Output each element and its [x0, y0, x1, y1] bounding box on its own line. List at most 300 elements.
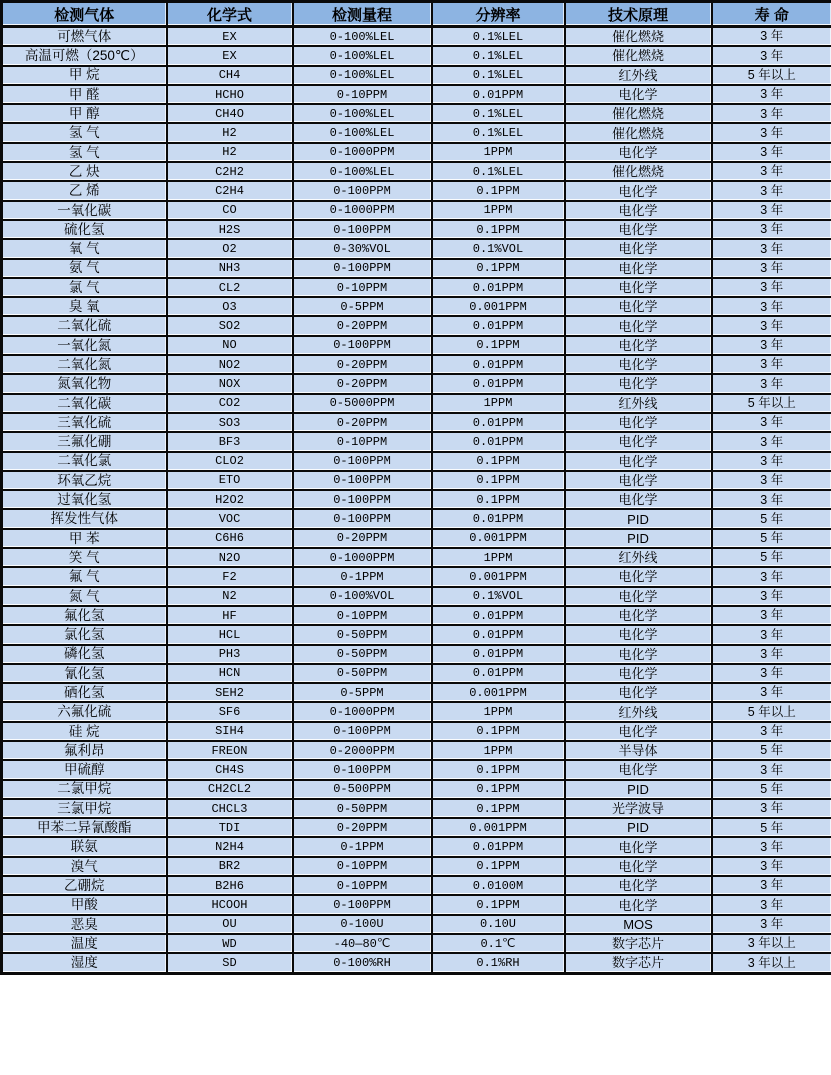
- table-row: [2, 220, 831, 239]
- cell-resolution: 1PPM: [432, 548, 565, 567]
- cell-gas: 三氟化硼: [2, 432, 167, 451]
- cell-lifespan: 5 年: [712, 548, 831, 567]
- cell-gas: 氮氧化物: [2, 374, 167, 393]
- cell-principle: 电化学: [565, 876, 712, 895]
- table-row: [2, 645, 831, 664]
- cell-lifespan: 5 年: [712, 529, 831, 548]
- table-row: [2, 915, 831, 934]
- table-row: [2, 818, 831, 837]
- cell-lifespan: 5 年: [712, 509, 831, 528]
- cell-lifespan: 3 年以上: [712, 953, 831, 973]
- cell-formula: EX: [167, 46, 293, 65]
- cell-principle: PID: [565, 529, 712, 548]
- table-row: [2, 799, 831, 818]
- cell-lifespan: 3 年: [712, 201, 831, 220]
- cell-resolution: 0.001PPM: [432, 683, 565, 702]
- cell-gas: 二氧化氮: [2, 355, 167, 374]
- table-row: [2, 702, 831, 721]
- cell-principle: 红外线: [565, 548, 712, 567]
- table-row: [2, 336, 831, 355]
- cell-formula: PH3: [167, 645, 293, 664]
- cell-formula: SD: [167, 953, 293, 973]
- cell-gas: 氯化氢: [2, 625, 167, 644]
- table-row: [2, 374, 831, 393]
- cell-gas: 环氧乙烷: [2, 471, 167, 490]
- cell-gas: 甲 烷: [2, 66, 167, 85]
- cell-formula: H2: [167, 143, 293, 162]
- cell-gas: 过氧化氢: [2, 490, 167, 509]
- cell-lifespan: 3 年: [712, 664, 831, 683]
- cell-principle: 电化学: [565, 239, 712, 258]
- cell-lifespan: 3 年: [712, 876, 831, 895]
- cell-range: 0-20PPM: [293, 818, 432, 837]
- cell-formula: C2H4: [167, 181, 293, 200]
- cell-gas: 高温可燃（250℃）: [2, 46, 167, 65]
- cell-lifespan: 3 年: [712, 278, 831, 297]
- cell-resolution: 0.01PPM: [432, 85, 565, 104]
- cell-gas: 一氧化氮: [2, 336, 167, 355]
- cell-resolution: 0.1PPM: [432, 799, 565, 818]
- cell-gas: 乙 炔: [2, 162, 167, 181]
- cell-range: 0-100%LEL: [293, 162, 432, 181]
- cell-principle: 电化学: [565, 85, 712, 104]
- cell-range: -40—80℃: [293, 934, 432, 953]
- cell-formula: HCN: [167, 664, 293, 683]
- cell-resolution: 0.1%LEL: [432, 162, 565, 181]
- cell-principle: 电化学: [565, 606, 712, 625]
- cell-range: 0-100%LEL: [293, 123, 432, 142]
- cell-range: 0-500PPM: [293, 780, 432, 799]
- table-row: [2, 934, 831, 953]
- table-row: [2, 722, 831, 741]
- cell-range: 0-100PPM: [293, 490, 432, 509]
- cell-lifespan: 5 年: [712, 818, 831, 837]
- cell-range: 0-50PPM: [293, 625, 432, 644]
- cell-principle: 电化学: [565, 490, 712, 509]
- cell-range: 0-50PPM: [293, 799, 432, 818]
- cell-resolution: 0.01PPM: [432, 316, 565, 335]
- cell-gas: 挥发性气体: [2, 509, 167, 528]
- table-row: [2, 432, 831, 451]
- cell-range: 0-100PPM: [293, 722, 432, 741]
- cell-principle: 半导体: [565, 741, 712, 760]
- table-row: [2, 201, 831, 220]
- table-row: [2, 316, 831, 335]
- cell-resolution: 0.01PPM: [432, 664, 565, 683]
- cell-principle: 电化学: [565, 587, 712, 606]
- cell-lifespan: 3 年以上: [712, 934, 831, 953]
- cell-range: 0-20PPM: [293, 316, 432, 335]
- table-row: [2, 143, 831, 162]
- cell-formula: SO3: [167, 413, 293, 432]
- cell-range: 0-10PPM: [293, 85, 432, 104]
- cell-principle: 催化燃烧: [565, 104, 712, 123]
- cell-lifespan: 5 年: [712, 780, 831, 799]
- cell-formula: H2S: [167, 220, 293, 239]
- cell-gas: 三氧化硫: [2, 413, 167, 432]
- cell-lifespan: 3 年: [712, 181, 831, 200]
- table-row: [2, 104, 831, 123]
- cell-principle: 电化学: [565, 220, 712, 239]
- cell-gas: 一氧化碳: [2, 201, 167, 220]
- cell-resolution: 0.1PPM: [432, 490, 565, 509]
- cell-resolution: 0.1PPM: [432, 181, 565, 200]
- cell-lifespan: 3 年: [712, 123, 831, 142]
- cell-principle: 电化学: [565, 567, 712, 586]
- table-row: [2, 123, 831, 142]
- table-row: [2, 66, 831, 85]
- cell-lifespan: 3 年: [712, 355, 831, 374]
- table-row: [2, 471, 831, 490]
- cell-principle: 数字芯片: [565, 953, 712, 973]
- table-row: [2, 664, 831, 683]
- cell-formula: HCOOH: [167, 895, 293, 914]
- cell-gas: 氮 气: [2, 587, 167, 606]
- cell-resolution: 0.1PPM: [432, 220, 565, 239]
- cell-range: 0-1000PPM: [293, 702, 432, 721]
- cell-principle: 电化学: [565, 201, 712, 220]
- cell-principle: 电化学: [565, 837, 712, 856]
- cell-range: 0-10PPM: [293, 876, 432, 895]
- cell-formula: N2: [167, 587, 293, 606]
- cell-principle: 电化学: [565, 645, 712, 664]
- cell-resolution: 0.001PPM: [432, 529, 565, 548]
- cell-resolution: 0.1%RH: [432, 953, 565, 973]
- cell-gas: 氢 气: [2, 143, 167, 162]
- cell-formula: HCHO: [167, 85, 293, 104]
- cell-range: 0-20PPM: [293, 413, 432, 432]
- cell-resolution: 0.01PPM: [432, 837, 565, 856]
- cell-principle: 光学波导: [565, 799, 712, 818]
- cell-range: 0-50PPM: [293, 664, 432, 683]
- cell-resolution: 0.01PPM: [432, 432, 565, 451]
- cell-gas: 联氨: [2, 837, 167, 856]
- cell-range: 0-100%LEL: [293, 66, 432, 85]
- cell-lifespan: 3 年: [712, 799, 831, 818]
- cell-gas: 三氯甲烷: [2, 799, 167, 818]
- cell-resolution: 0.1PPM: [432, 780, 565, 799]
- cell-formula: NO: [167, 336, 293, 355]
- cell-lifespan: 5 年: [712, 741, 831, 760]
- cell-formula: CH4S: [167, 760, 293, 779]
- cell-gas: 温度: [2, 934, 167, 953]
- cell-range: 0-30%VOL: [293, 239, 432, 258]
- cell-range: 0-100PPM: [293, 452, 432, 471]
- cell-range: 0-20PPM: [293, 374, 432, 393]
- cell-resolution: 0.1℃: [432, 934, 565, 953]
- cell-formula: CHCL3: [167, 799, 293, 818]
- cell-range: 0-20PPM: [293, 529, 432, 548]
- cell-principle: 催化燃烧: [565, 46, 712, 65]
- cell-formula: CO: [167, 201, 293, 220]
- cell-gas: 甲 苯: [2, 529, 167, 548]
- cell-formula: N2O: [167, 548, 293, 567]
- cell-principle: 电化学: [565, 278, 712, 297]
- cell-gas: 硫化氢: [2, 220, 167, 239]
- cell-gas: 二氧化碳: [2, 394, 167, 413]
- cell-gas: 二氧化氯: [2, 452, 167, 471]
- cell-formula: CLO2: [167, 452, 293, 471]
- table-row: [2, 895, 831, 914]
- table-row: [2, 85, 831, 104]
- cell-principle: 电化学: [565, 625, 712, 644]
- cell-gas: 磷化氢: [2, 645, 167, 664]
- cell-range: 0-1000PPM: [293, 548, 432, 567]
- cell-resolution: 0.1PPM: [432, 452, 565, 471]
- cell-range: 0-10PPM: [293, 606, 432, 625]
- cell-gas: 氢 气: [2, 123, 167, 142]
- cell-formula: NH3: [167, 259, 293, 278]
- cell-lifespan: 3 年: [712, 722, 831, 741]
- cell-range: 0-100PPM: [293, 336, 432, 355]
- cell-gas: 氨 气: [2, 259, 167, 278]
- cell-lifespan: 3 年: [712, 85, 831, 104]
- cell-resolution: 1PPM: [432, 741, 565, 760]
- table-row: [2, 780, 831, 799]
- cell-principle: 电化学: [565, 452, 712, 471]
- cell-formula: O3: [167, 297, 293, 316]
- cell-gas: 氯 气: [2, 278, 167, 297]
- cell-resolution: 0.1PPM: [432, 259, 565, 278]
- cell-resolution: 1PPM: [432, 702, 565, 721]
- table-row: [2, 355, 831, 374]
- column-header-resolution: 分辨率: [432, 2, 565, 27]
- cell-gas: 甲 醇: [2, 104, 167, 123]
- cell-formula: EX: [167, 27, 293, 47]
- cell-resolution: 1PPM: [432, 201, 565, 220]
- cell-lifespan: 3 年: [712, 297, 831, 316]
- cell-gas: 氰化氢: [2, 664, 167, 683]
- table-body: [2, 27, 831, 974]
- cell-lifespan: 3 年: [712, 683, 831, 702]
- cell-lifespan: 3 年: [712, 857, 831, 876]
- cell-lifespan: 3 年: [712, 162, 831, 181]
- cell-principle: 数字芯片: [565, 934, 712, 953]
- cell-resolution: 0.001PPM: [432, 567, 565, 586]
- table-row: [2, 567, 831, 586]
- table-row: [2, 953, 831, 973]
- cell-formula: SO2: [167, 316, 293, 335]
- cell-lifespan: 3 年: [712, 46, 831, 65]
- cell-principle: 电化学: [565, 297, 712, 316]
- cell-lifespan: 5 年以上: [712, 66, 831, 85]
- table-row: [2, 162, 831, 181]
- cell-principle: 电化学: [565, 336, 712, 355]
- cell-gas: 甲苯二异氰酸酯: [2, 818, 167, 837]
- cell-gas: 氟利昂: [2, 741, 167, 760]
- cell-gas: 六氟化硫: [2, 702, 167, 721]
- cell-lifespan: 3 年: [712, 837, 831, 856]
- cell-resolution: 0.1%VOL: [432, 587, 565, 606]
- cell-resolution: 0.1%LEL: [432, 123, 565, 142]
- table-row: [2, 509, 831, 528]
- cell-range: 0-100PPM: [293, 471, 432, 490]
- table-row: [2, 27, 831, 47]
- cell-range: 0-100%LEL: [293, 46, 432, 65]
- cell-lifespan: 3 年: [712, 606, 831, 625]
- cell-range: 0-100PPM: [293, 509, 432, 528]
- table-row: [2, 181, 831, 200]
- cell-formula: ETO: [167, 471, 293, 490]
- cell-resolution: 0.1PPM: [432, 895, 565, 914]
- cell-formula: SF6: [167, 702, 293, 721]
- cell-lifespan: 3 年: [712, 490, 831, 509]
- cell-formula: OU: [167, 915, 293, 934]
- cell-lifespan: 3 年: [712, 895, 831, 914]
- cell-resolution: 1PPM: [432, 143, 565, 162]
- cell-gas: 甲酸: [2, 895, 167, 914]
- cell-range: 0-1PPM: [293, 567, 432, 586]
- column-header-range: 检测量程: [293, 2, 432, 27]
- cell-lifespan: 5 年以上: [712, 394, 831, 413]
- cell-formula: WD: [167, 934, 293, 953]
- cell-resolution: 0.1%VOL: [432, 239, 565, 258]
- cell-range: 0-100PPM: [293, 259, 432, 278]
- cell-principle: PID: [565, 509, 712, 528]
- cell-lifespan: 3 年: [712, 915, 831, 934]
- table-row: [2, 760, 831, 779]
- cell-gas: 恶臭: [2, 915, 167, 934]
- cell-principle: 电化学: [565, 143, 712, 162]
- cell-gas: 乙硼烷: [2, 876, 167, 895]
- cell-principle: 电化学: [565, 760, 712, 779]
- cell-principle: 红外线: [565, 702, 712, 721]
- table-row: [2, 278, 831, 297]
- cell-range: 0-100%LEL: [293, 27, 432, 47]
- cell-resolution: 0.1%LEL: [432, 46, 565, 65]
- cell-formula: SEH2: [167, 683, 293, 702]
- cell-principle: PID: [565, 818, 712, 837]
- table-row: [2, 857, 831, 876]
- cell-gas: 甲 醛: [2, 85, 167, 104]
- table-row: [2, 837, 831, 856]
- cell-lifespan: 3 年: [712, 567, 831, 586]
- cell-formula: TDI: [167, 818, 293, 837]
- cell-gas: 氧 气: [2, 239, 167, 258]
- cell-resolution: 0.1PPM: [432, 722, 565, 741]
- cell-formula: F2: [167, 567, 293, 586]
- cell-principle: 红外线: [565, 394, 712, 413]
- cell-range: 0-100PPM: [293, 895, 432, 914]
- cell-range: 0-1000PPM: [293, 201, 432, 220]
- cell-resolution: 0.01PPM: [432, 374, 565, 393]
- cell-resolution: 0.0100M: [432, 876, 565, 895]
- cell-principle: 电化学: [565, 432, 712, 451]
- cell-resolution: 0.1%LEL: [432, 104, 565, 123]
- cell-resolution: 0.001PPM: [432, 297, 565, 316]
- cell-formula: C2H2: [167, 162, 293, 181]
- cell-principle: 电化学: [565, 413, 712, 432]
- cell-resolution: 1PPM: [432, 394, 565, 413]
- cell-gas: 甲硫醇: [2, 760, 167, 779]
- cell-lifespan: 3 年: [712, 432, 831, 451]
- cell-range: 0-50PPM: [293, 645, 432, 664]
- cell-principle: 电化学: [565, 895, 712, 914]
- cell-resolution: 0.01PPM: [432, 278, 565, 297]
- cell-lifespan: 3 年: [712, 27, 831, 47]
- cell-lifespan: 3 年: [712, 104, 831, 123]
- cell-range: 0-5PPM: [293, 297, 432, 316]
- table-row: [2, 876, 831, 895]
- cell-lifespan: 3 年: [712, 374, 831, 393]
- cell-lifespan: 3 年: [712, 316, 831, 335]
- cell-resolution: 0.01PPM: [432, 625, 565, 644]
- cell-range: 0-100U: [293, 915, 432, 934]
- column-header-principle: 技术原理: [565, 2, 712, 27]
- cell-formula: CH2CL2: [167, 780, 293, 799]
- cell-principle: 催化燃烧: [565, 27, 712, 47]
- cell-formula: O2: [167, 239, 293, 258]
- cell-lifespan: 3 年: [712, 760, 831, 779]
- cell-principle: 电化学: [565, 374, 712, 393]
- cell-lifespan: 3 年: [712, 645, 831, 664]
- cell-resolution: 0.01PPM: [432, 355, 565, 374]
- table-row: [2, 259, 831, 278]
- cell-lifespan: 3 年: [712, 220, 831, 239]
- cell-resolution: 0.10U: [432, 915, 565, 934]
- cell-resolution: 0.01PPM: [432, 509, 565, 528]
- cell-principle: 电化学: [565, 259, 712, 278]
- cell-principle: 催化燃烧: [565, 123, 712, 142]
- cell-lifespan: 3 年: [712, 239, 831, 258]
- cell-principle: 电化学: [565, 857, 712, 876]
- cell-gas: 溴气: [2, 857, 167, 876]
- cell-formula: N2H4: [167, 837, 293, 856]
- cell-lifespan: 3 年: [712, 336, 831, 355]
- cell-formula: NO2: [167, 355, 293, 374]
- cell-formula: SIH4: [167, 722, 293, 741]
- cell-range: 0-100%LEL: [293, 104, 432, 123]
- cell-principle: 电化学: [565, 722, 712, 741]
- table-row: [2, 394, 831, 413]
- table-row: [2, 239, 831, 258]
- table-row: [2, 741, 831, 760]
- cell-principle: 电化学: [565, 316, 712, 335]
- cell-range: 0-10PPM: [293, 857, 432, 876]
- cell-range: 0-2000PPM: [293, 741, 432, 760]
- cell-range: 0-1000PPM: [293, 143, 432, 162]
- cell-formula: NOX: [167, 374, 293, 393]
- cell-formula: HCL: [167, 625, 293, 644]
- cell-resolution: 0.1%LEL: [432, 27, 565, 47]
- cell-gas: 湿度: [2, 953, 167, 973]
- cell-resolution: 0.001PPM: [432, 818, 565, 837]
- table-row: [2, 297, 831, 316]
- cell-gas: 氟 气: [2, 567, 167, 586]
- column-header-gas: 检测气体: [2, 2, 167, 27]
- cell-range: 0-20PPM: [293, 355, 432, 374]
- cell-range: 0-100%VOL: [293, 587, 432, 606]
- cell-formula: FREON: [167, 741, 293, 760]
- cell-formula: CO2: [167, 394, 293, 413]
- cell-resolution: 0.1PPM: [432, 760, 565, 779]
- table-row: [2, 548, 831, 567]
- cell-principle: MOS: [565, 915, 712, 934]
- cell-formula: VOC: [167, 509, 293, 528]
- cell-principle: PID: [565, 780, 712, 799]
- cell-range: 0-5PPM: [293, 683, 432, 702]
- cell-formula: H2: [167, 123, 293, 142]
- cell-range: 0-100PPM: [293, 220, 432, 239]
- cell-lifespan: 3 年: [712, 452, 831, 471]
- cell-range: 0-10PPM: [293, 432, 432, 451]
- cell-resolution: 0.1PPM: [432, 336, 565, 355]
- cell-gas: 二氯甲烷: [2, 780, 167, 799]
- table-row: [2, 46, 831, 65]
- cell-resolution: 0.01PPM: [432, 645, 565, 664]
- table-row: [2, 625, 831, 644]
- table-row: [2, 606, 831, 625]
